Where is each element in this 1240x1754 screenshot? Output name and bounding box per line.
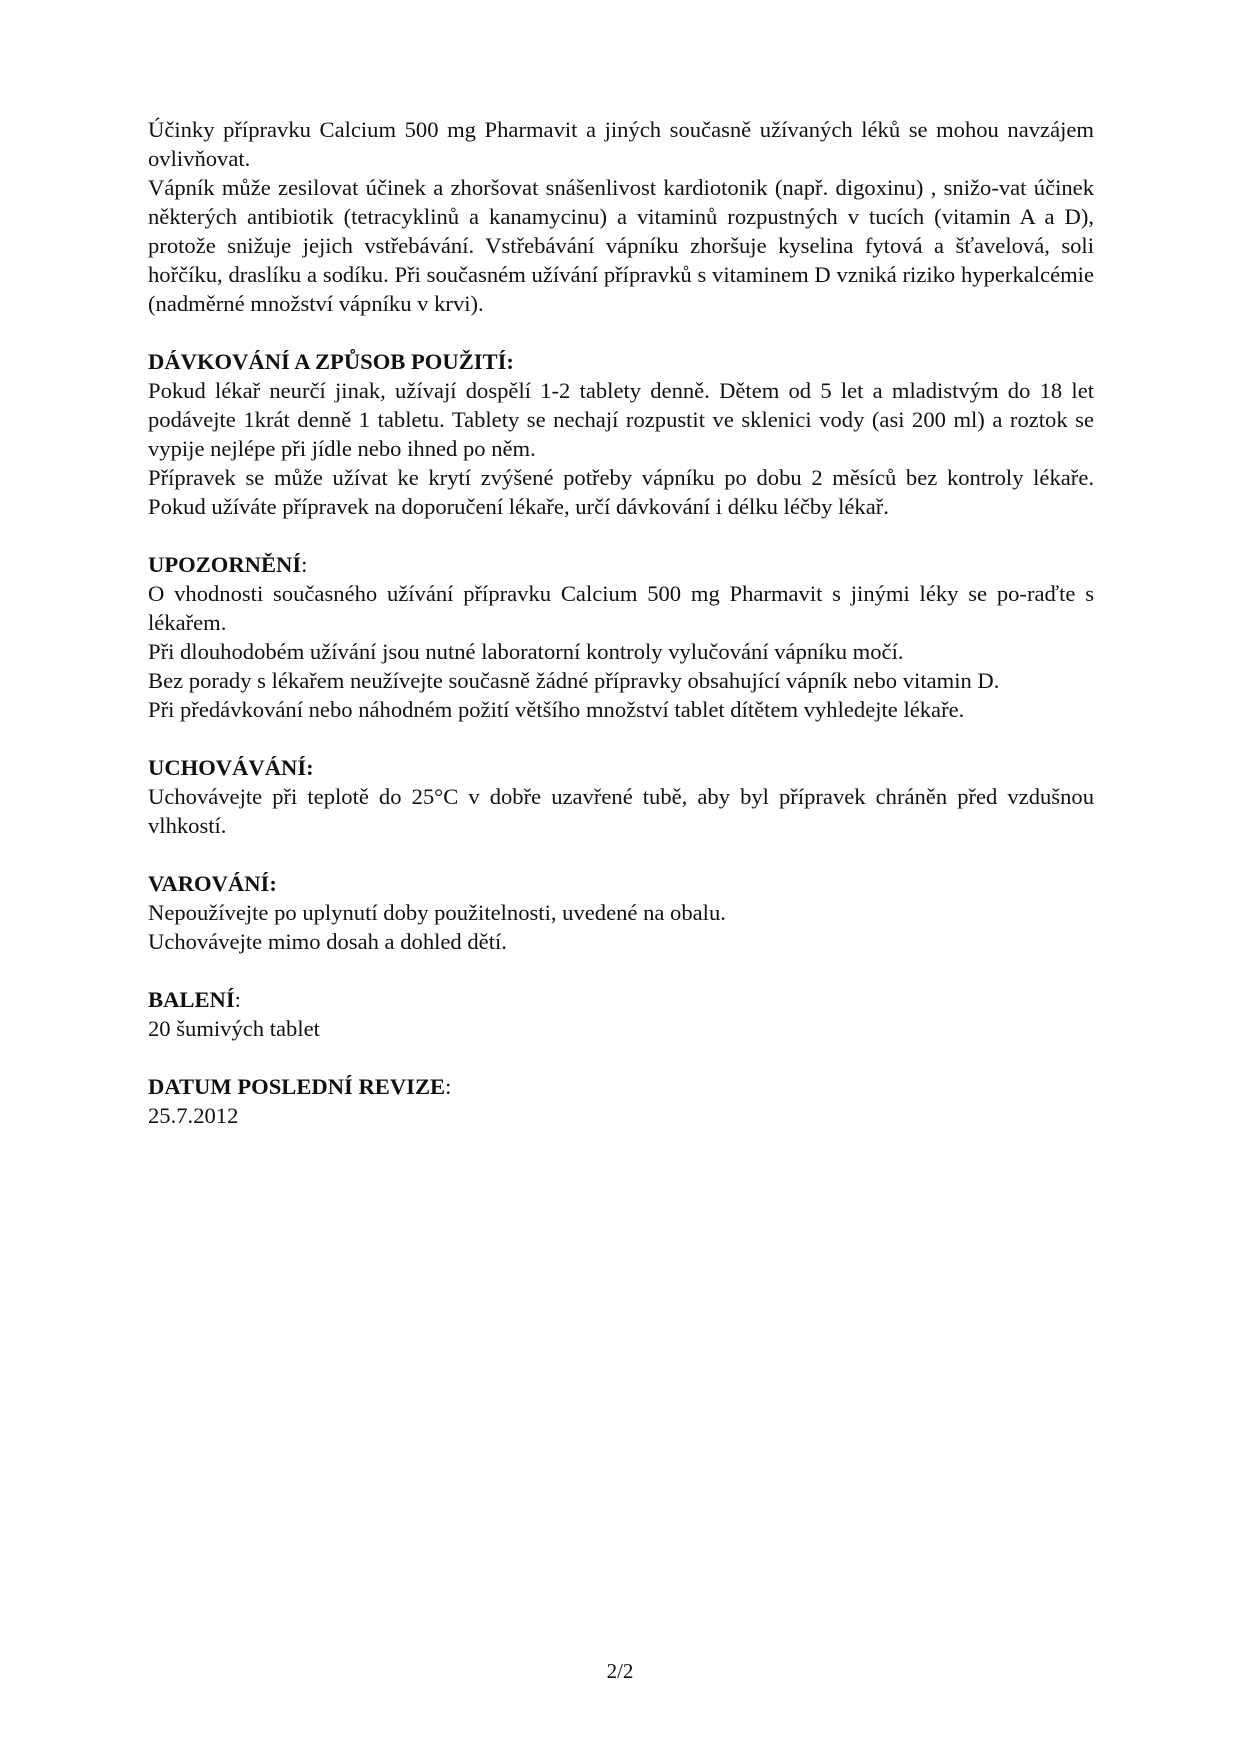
section-paragraph: O vhodnosti současného užívání přípravku Calcium 500 mg Pharmavit s jinými léky se po-raďte s lékařem. [148, 581, 1094, 635]
section-heading: DATUM POSLEDNÍ REVIZE: [148, 1074, 452, 1099]
section-revision-date [148, 1072, 1094, 1130]
intro-paragraph-interactions: Účinky přípravku Calcium 500 mg Pharmavit a jiných současně užívaných léků se mohou navzájem ovlivňovat. [148, 117, 1094, 171]
section-heading: BALENÍ: [148, 987, 241, 1012]
section-storage [148, 753, 1094, 840]
section-heading: DÁVKOVÁNÍ A ZPŮSOB POUŽITÍ: [148, 349, 514, 374]
page-number: 2/2 [606, 1659, 634, 1683]
section-packaging [148, 985, 1094, 1043]
section-heading: UCHOVÁVÁNÍ: [148, 755, 314, 780]
section-paragraph: 25.7.2012 [148, 1103, 239, 1128]
section-paragraph: Uchovávejte při teplotě do 25°C v dobře uzavřené tubě, aby byl přípravek chráněn před vzdušnou vlhkostí. [148, 784, 1094, 838]
section-paragraph: Bez porady s lékařem neužívejte současně žádné přípravky obsahující vápník nebo vitamin D. [148, 668, 1000, 693]
section-paragraph: Přípravek se může užívat ke krytí zvýšené potřeby vápníku po dobu 2 měsíců bez kontroly lékaře. Pokud užíváte přípravek na doporučení lékaře, určí dávkování i délku léčby lékař. [148, 465, 1094, 519]
section-warning-notice [148, 550, 1094, 724]
intro-block [148, 115, 1094, 318]
section-heading: UPOZORNĚNÍ: [148, 552, 308, 577]
section-heading: VAROVÁNÍ: [148, 871, 277, 896]
document-body [148, 115, 1094, 1130]
intro-paragraph-calcium-effects: Vápník může zesilovat účinek a zhoršovat snášenlivost kardiotonik (např. digoxinu) , snižo-vat účinek některých antibiotik (tetracyklinů a kanamycinu) a vitaminů rozpustných v tucích (vitamin A a D), protože snižuje jejich vstřebávání. Vstřebávání vápníku zhoršuje kyselina fytová a šťavelová, soli hořčíku, draslíku a sodíku. Při současném užívání přípravků s vitaminem D vzniká riziko hyperkalcémie (nadměrné množství vápníku v krvi). [148, 175, 1094, 316]
section-paragraph: 20 šumivých tablet [148, 1016, 320, 1041]
section-paragraph: Nepoužívejte po uplynutí doby použitelnosti, uvedené na obalu. [148, 900, 726, 925]
section-paragraph: Při dlouhodobém užívání jsou nutné laboratorní kontroly vylučování vápníku močí. [148, 639, 904, 664]
section-paragraph: Uchovávejte mimo dosah a dohled dětí. [148, 929, 507, 954]
section-dosage [148, 347, 1094, 521]
section-caution [148, 869, 1094, 956]
section-paragraph: Pokud lékař neurčí jinak, užívají dospělí 1-2 tablety denně. Dětem od 5 let a mladistvým do 18 let podávejte 1krát denně 1 tabletu. Tablety se nechají rozpustit ve sklenici vody (asi 200 ml) a roztok se vypije nejlépe při jídle nebo ihned po něm. [148, 378, 1094, 461]
section-paragraph: Při předávkování nebo náhodném požití většího množství tablet dítětem vyhledejte lékaře. [148, 697, 965, 722]
